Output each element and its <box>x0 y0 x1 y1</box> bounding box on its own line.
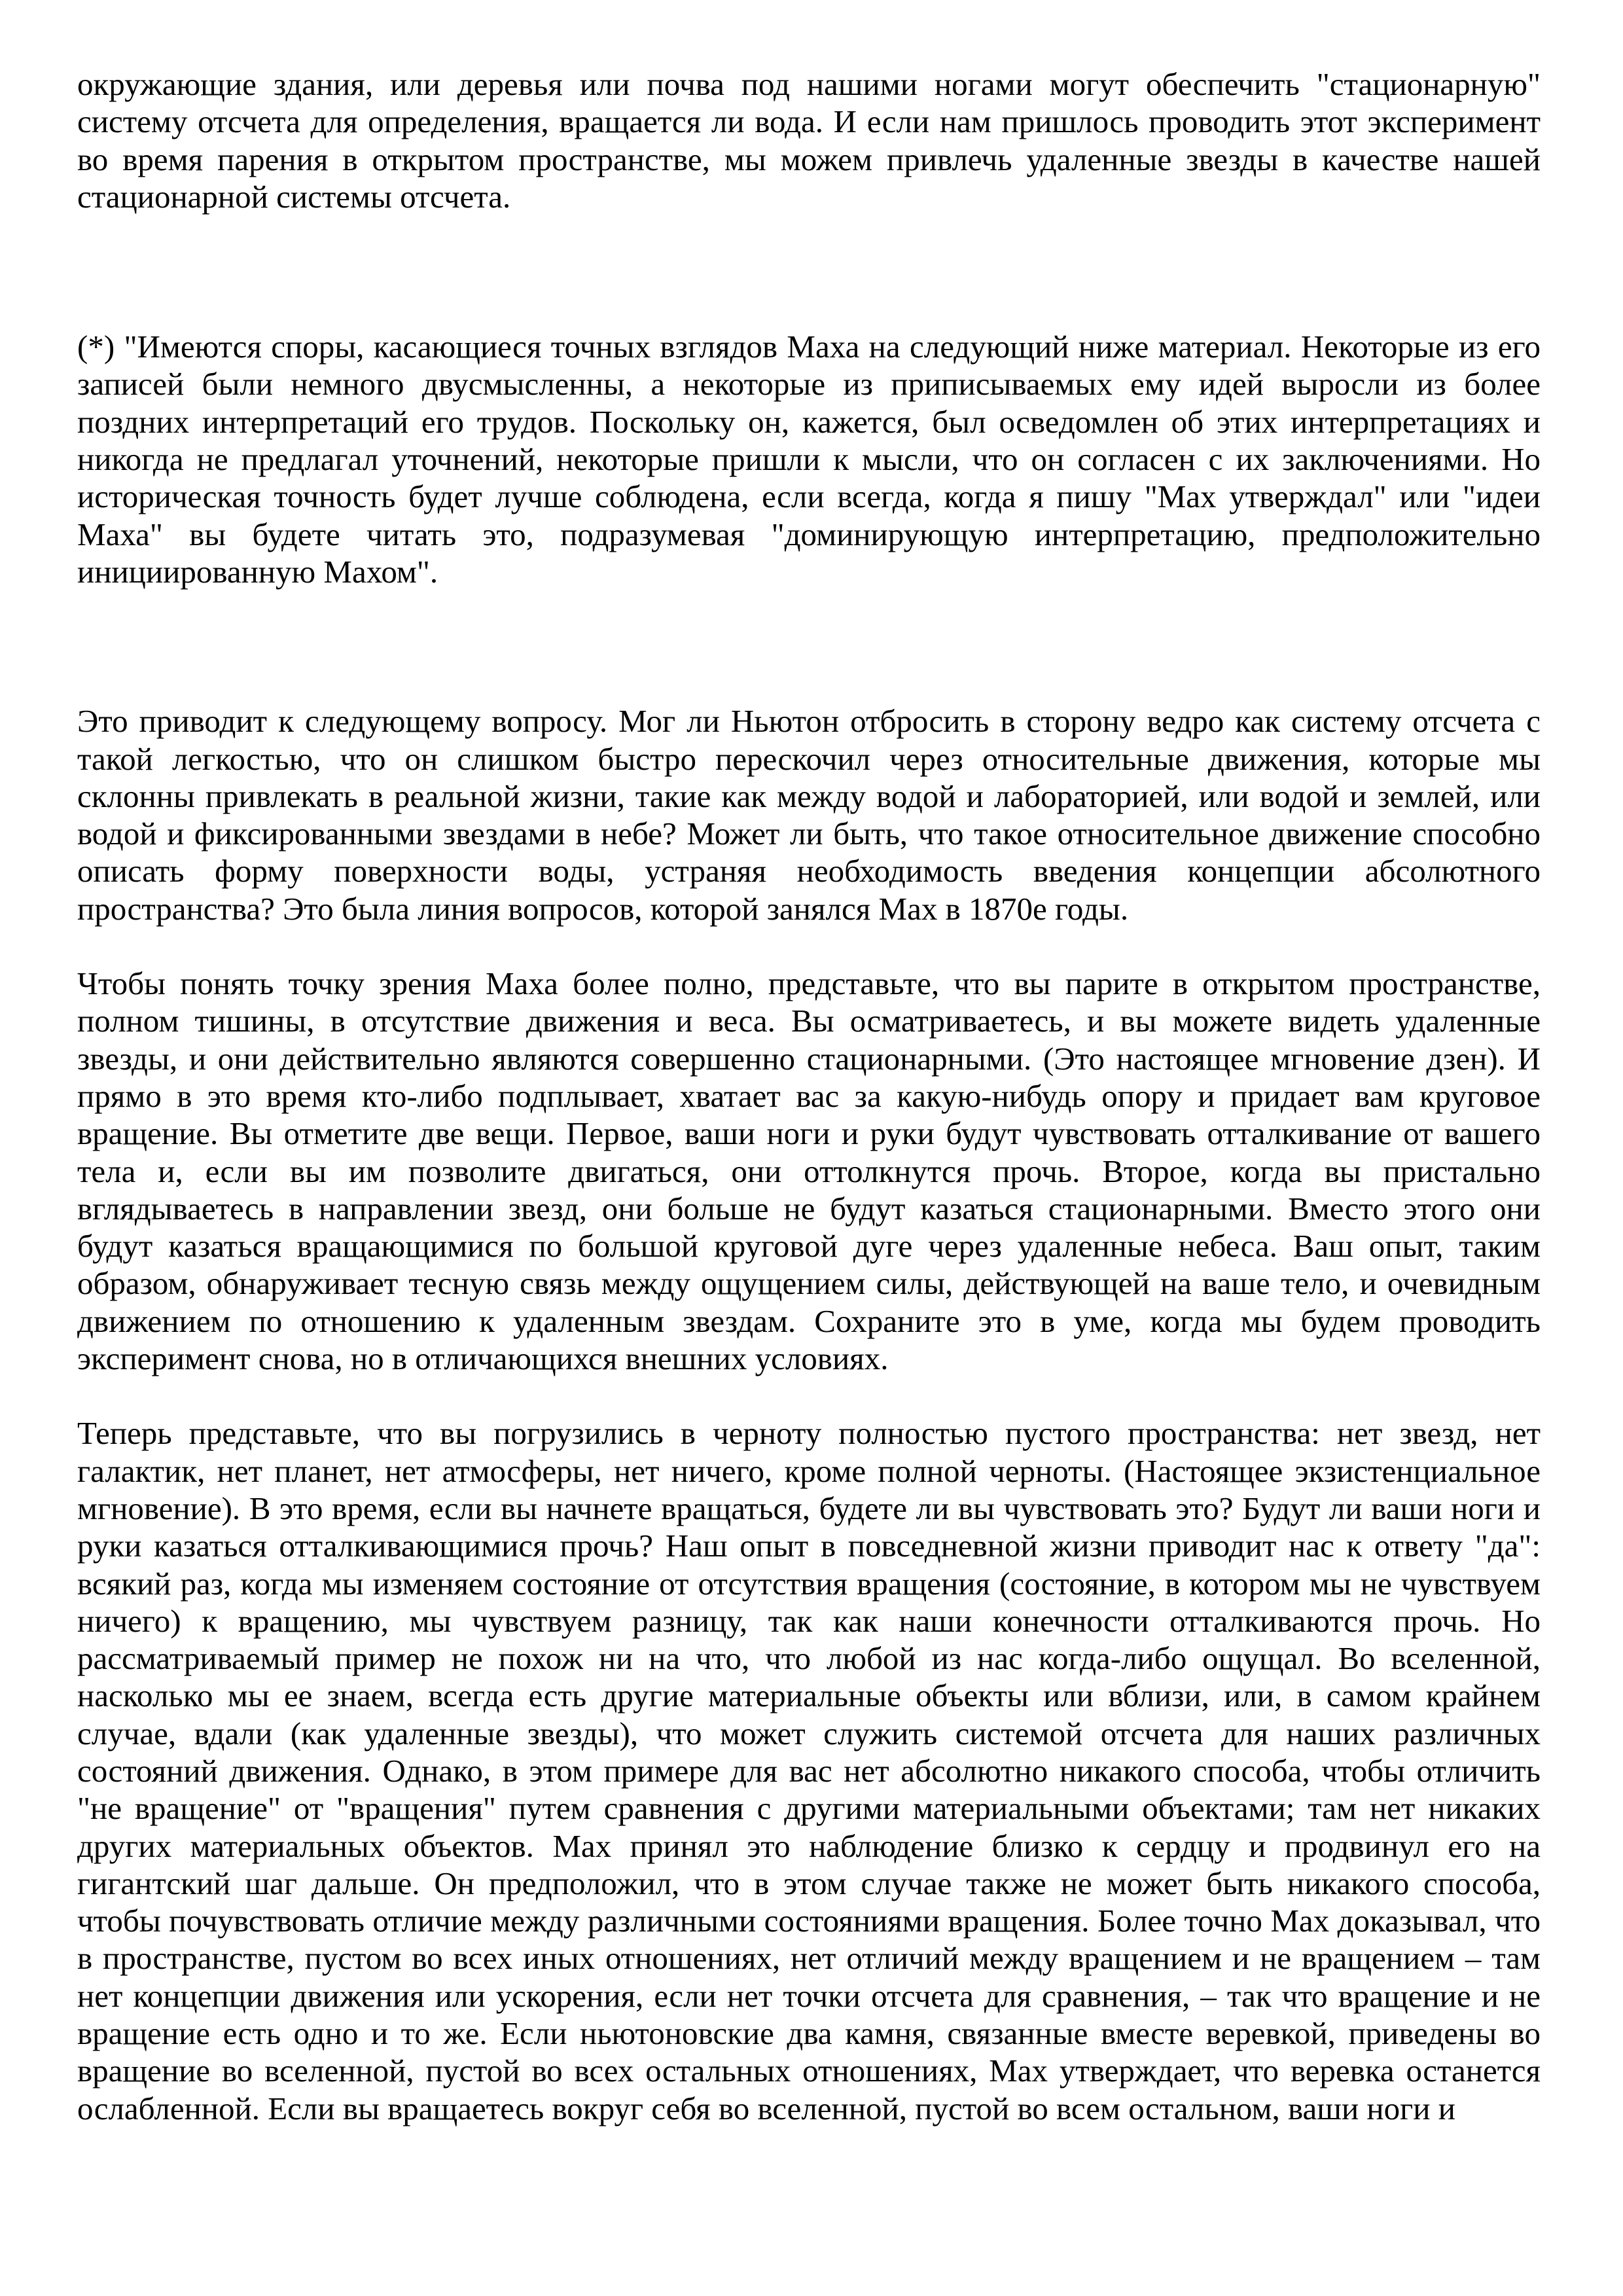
paragraph-reference-frame: окружающие здания, или деревья или почва под нашими ногами могут обеспечить "стационарную" систему отсчета для определения, вращается ли вода. И если нам пришлось проводить этот эксперимент во время парения в открытом пространстве, мы можем привлечь удаленные звезды в качестве нашей стационарной системы отсчета. <box>77 66 1541 215</box>
document-page <box>77 65 1541 2127</box>
paragraph-floating-in-space: Чтобы понять точку зрения Маха более полно, представьте, что вы парите в открытом пространстве, полном тишины, в отсутствие движения и веса. Вы осматриваетесь, и вы можете видеть удаленные звезды, и они действительно являются совершенно стационарными. (Это настоящее мгновение дзен). И прямо в это время кто-либо подплывает, хватает вас за какую-нибудь опору и придает вам круговое вращение. Вы отметите две вещи. Первое, ваши ноги и руки будут чувствовать отталкивание от вашего тела и, если вы им позволите двигаться, они оттолкнутся прочь. Второе, когда вы пристально вглядываетесь в направлении звезд, они больше не будут казаться стационарными. Вместо этого они будут казаться вращающимися по большой круговой дуге через удаленные небеса. Ваш опыт, таким образом, обнаруживает тесную связь между ощущением силы, действующей на ваше тело, и очевидным движением по отношению к удаленным звездам. Сохраните это в уме, когда мы будем проводить эксперимент снова, но в отличающихся внешних условиях. <box>77 965 1541 1377</box>
footnote-mach: (*) "Имеются споры, касающиеся точных взглядов Маха на следующий ниже материал. Некоторые из его записей были немного двусмысленны, а некоторые из приписываемых ему идей выросли из более поздних интерпретаций его трудов. Поскольку он, кажется, был осведомлен об этих интерпретациях и никогда не предлагал уточнений, некоторые пришли к мысли, что он согласен с их заключениями. Но историческая точность будет лучше соблюдена, если всегда, когда я пишу "Мах утверждал" или "идеи Маха" вы будете читать это, подразумевая "доминирующую интерпретацию, предположительно инициированную Махом". <box>77 329 1541 590</box>
paragraph-empty-space: Теперь представьте, что вы погрузились в черноту полностью пустого пространства: нет звезд, нет галактик, нет планет, нет атмосферы, нет ничего, кроме полной черноты. (Настоящее экзистенциальное мгновение). В это время, если вы начнете вращаться, будете ли вы чувствовать это? Будут ли ваши ноги и руки казаться отталкивающимися прочь? Наш опыт в повседневной жизни приводит нас к ответу "да": всякий раз, когда мы изменяем состояние от отсутствия вращения (состояние, в котором мы не чувствуем ничего) к вращению, мы чувствуем разницу, так как наши конечности отталкиваются прочь. Но рассматриваемый пример не похож ни на что, что любой из нас когда-либо ощущал. Во вселенной, насколько мы ее знаем, всегда есть другие материальные объекты или вблизи, или, в самом крайнем случае, вдали (как удаленные звезды), что может служить системой отсчета для наших различных состояний движения. Однако, в этом примере для вас нет абсолютно никакого способа, чтобы отличить "не вращение" от "вращения" путем сравнения с другими материальными объектами; там нет никаких других материальных объектов. Мах принял это наблюдение близко к сердцу и продвинул его на гигантский шаг дальше. Он предположил, что в этом случае также не может быть никакого способа, чтобы почувствовать отличие между различными состояниями вращения. Более точно Мах доказывал, что в пространстве, пустом во всех иных отношениях, нет отличий между вращением и не вращением – там нет концепции движения или ускорения, если нет точки отсчета для сравнения, – так что вращение и не вращение есть одно и то же. Если ньютоновские два камня, связанные вместе веревкой, приведены во вращение во вселенной, пустой во всех остальных отношениях, Мах утверждает, что веревка останется ослабленной. Если вы вращаетесь вокруг себя во вселенной, пустой во всем остальном, ваши ноги и <box>77 1415 1541 2126</box>
paragraph-newton-question: Это приводит к следующему вопросу. Мог ли Ньютон отбросить в сторону ведро как систему отсчета с такой легкостью, что он слишком быстро перескочил через относительные движения, которые мы склонны привлекать в реальной жизни, такие как между водой и лабораторией, или водой и землей, или водой и фиксированными звездами в небе? Может ли быть, что такое относительное движение способно описать форму поверхности воды, устраняя необходимость введения концепции абсолютного пространства? Это была линия вопросов, которой занялся Мах в 1870е годы. <box>77 703 1541 927</box>
